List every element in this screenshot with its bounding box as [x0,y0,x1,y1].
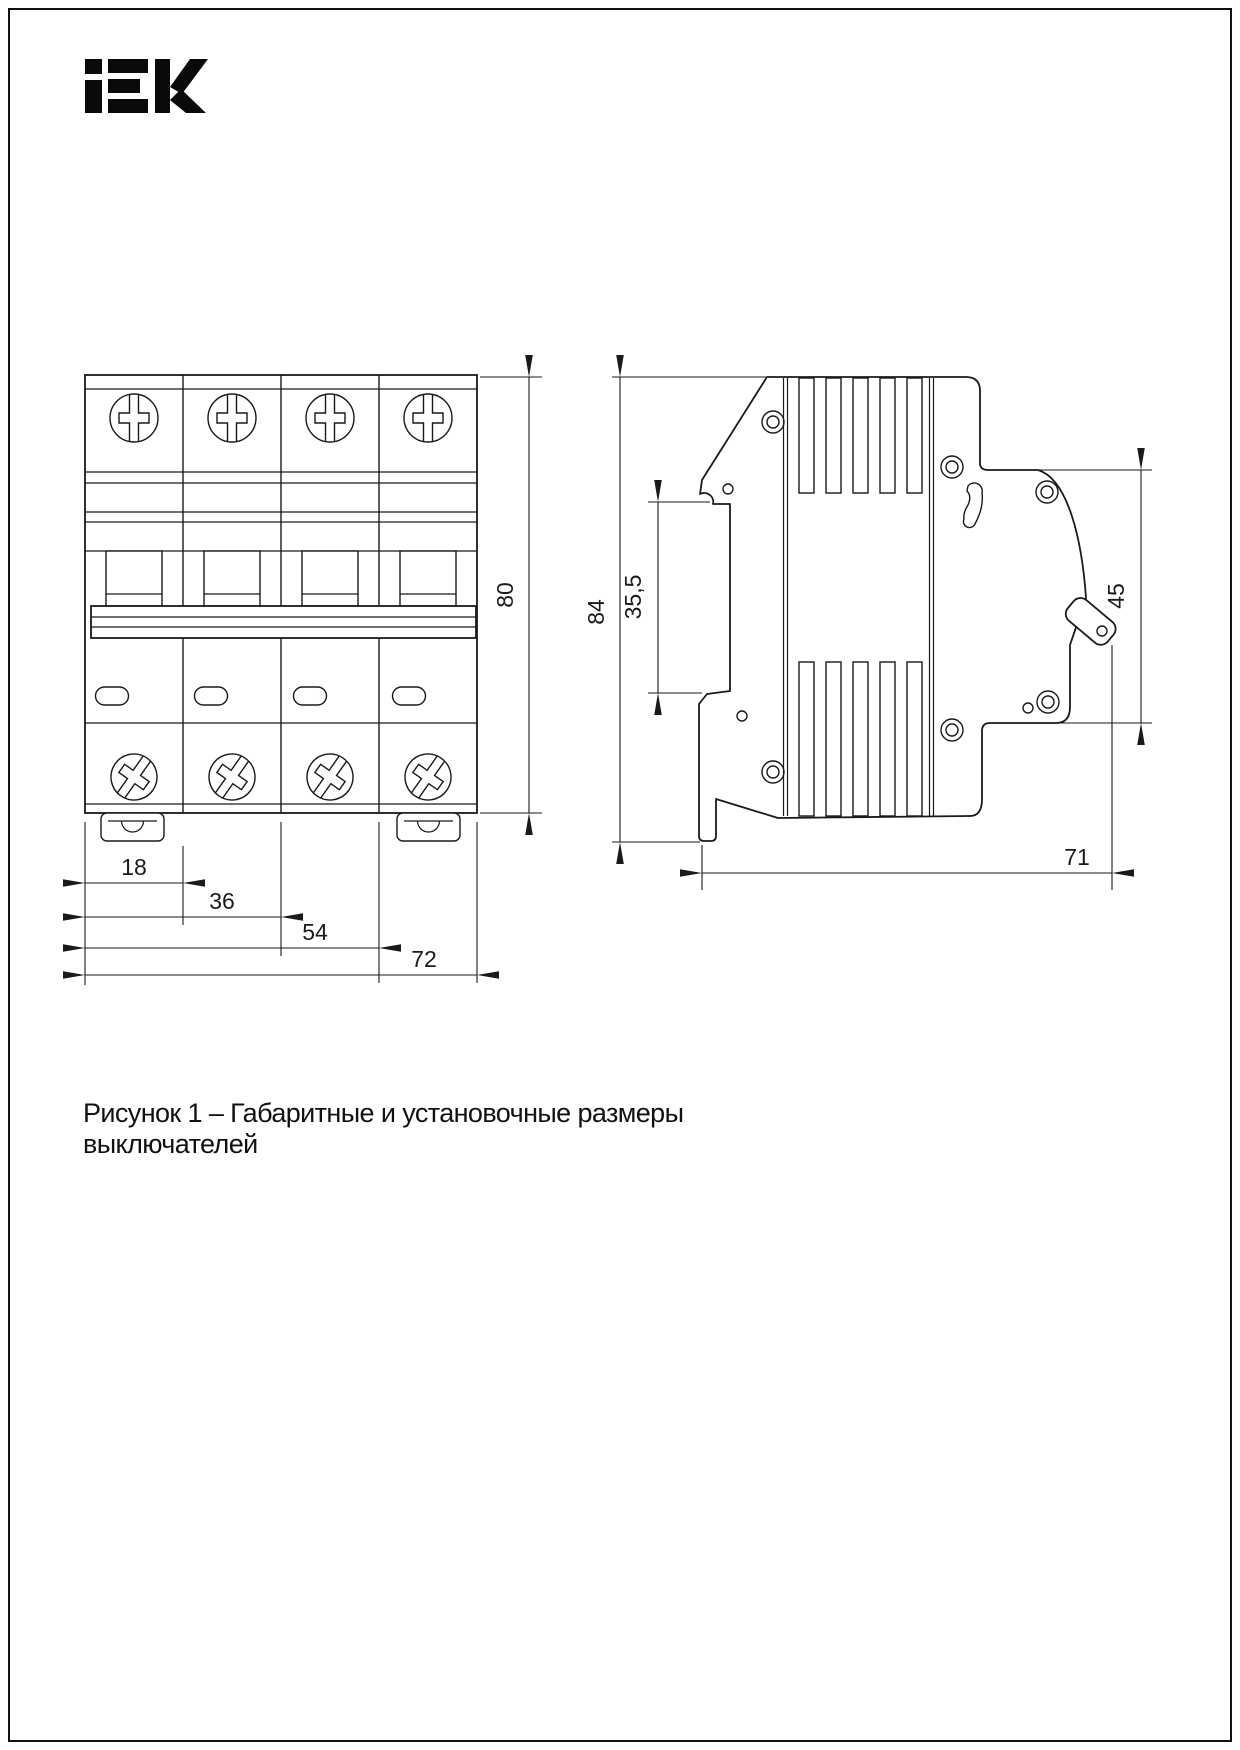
dim-label-71: 71 [1064,844,1090,870]
dim-label-80: 80 [492,582,518,608]
dim-label-84: 84 [583,599,609,625]
curved-slot [963,483,982,528]
dim-label-45: 45 [1103,583,1129,609]
pin-hole-top [723,484,733,494]
din-clip-left [101,813,164,841]
din-clip-right [397,813,460,841]
dim-label-36: 36 [209,888,235,914]
figure-caption: Рисунок 1 – Габаритные и установочные размеры выключателей [83,1098,684,1159]
side-view-drawing [583,377,1152,890]
iek-logo [85,59,208,113]
indicator-windows [96,687,426,705]
dim-label-54: 54 [302,919,328,945]
dim-label-72: 72 [411,946,437,972]
dimension-recess-35-5 [620,502,710,693]
pin-hole-front [1023,703,1033,713]
dimension-height-80 [480,377,542,813]
dimension-widths [85,822,477,985]
dim-label-18: 18 [121,854,147,880]
vent-fins-bottom [799,662,922,816]
handle-crossbar [91,606,476,638]
case-rivets [762,411,1059,783]
dimension-height-84 [583,377,767,842]
front-view-drawing [85,375,542,985]
vent-fins-top [799,378,922,493]
dim-label-35-5: 35,5 [620,574,646,620]
pin-hole-bottom [737,711,747,721]
dimension-front-45 [990,470,1152,723]
